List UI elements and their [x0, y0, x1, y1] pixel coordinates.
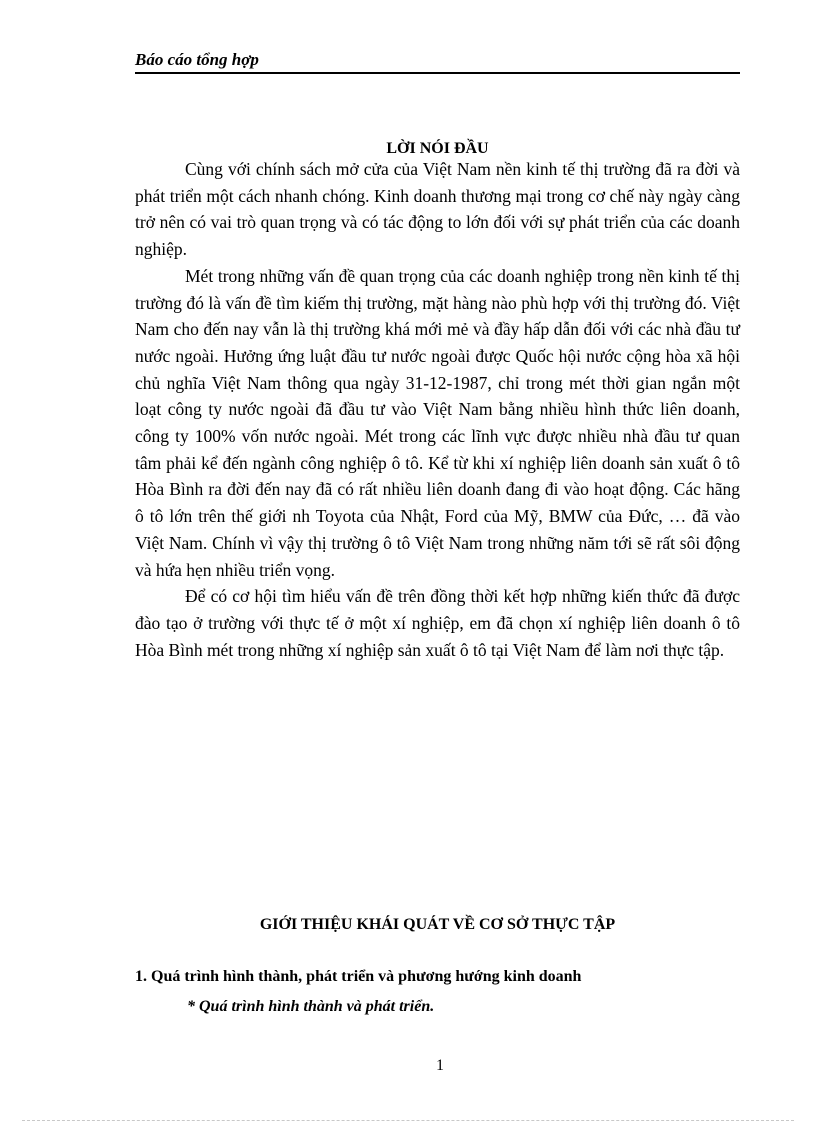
subsubsection-title: * Quá trình hình thành và phát triển.: [187, 998, 435, 1015]
page-number: 1: [436, 1057, 444, 1074]
page-boundary-divider: [22, 1120, 794, 1121]
paragraph-3: Để có cơ hội tìm hiểu vấn đề trên đồng thời kết hợp những kiến thức đã được đào tạo ở trường với thực tế ở một xí nghiệp, em đã chọn xí nghiệp liên doanh ô tô Hòa Bình mét trong những xí nghiệp sản xuất ô tô tại Việt Nam để làm nơi thực tập.: [135, 586, 740, 660]
paragraph-1: Cùng với chính sách mở cửa của Việt Nam nền kinh tế thị trường đã ra đời và phát triển một cách nhanh chóng. Kinh doanh thương mại trong cơ chế này ngày càng trở nên có vai trò quan trọng và có tác động to lớn đối với sự phát triển của các doanh nghiệp.: [135, 159, 740, 260]
page-header: [135, 50, 740, 74]
subsection-title: 1. Quá trình hình thành, phát triển và phương hướng kinh doanh: [135, 968, 582, 985]
paragraph-2: Mét trong những vấn đề quan trọng của các doanh nghiệp trong nền kinh tế thị trường đó là vấn đề tìm kiếm thị trường, mặt hàng nào phù hợp với thị trường đó. Việt Nam cho đến nay vẫn là thị trường khá mới mẻ và đầy hấp dẫn đối với các nhà đầu tư nước ngoài. Hưởng ứng luật đầu tư nước ngoài được Quốc hội nước cộng hòa xã hội chủ nghĩa Việt Nam thông qua ngày 31-12-1987, chỉ trong mét thời gian ngắn một loạt công ty nước ngoài đã đầu tư vào Việt Nam bằng nhiều hình thức liên doanh, công ty 100% vốn nước ngoài. Mét trong các lĩnh vực được nhiều nhà đầu tư quan tâm phải kể đến ngành công nghiệp ô tô. Kể từ khi xí nghiệp liên doanh sản xuất ô tô Hòa Bình ra đời đến nay đã có rất nhiều liên doanh đang đi vào hoạt động. Các hãng ô tô lớn trên thế giới nh Toyota của Nhật, Ford của Mỹ, BMW của Đức, … đã vào Việt Nam. Chính vì vậy thị trường ô tô Việt Nam trong những năm tới sẽ rất sôi động và hứa hẹn nhiều triển vọng.: [135, 265, 740, 580]
header-title: Báo cáo tổng hợp: [135, 50, 259, 69]
preface-body: [135, 156, 740, 663]
preface-title: LỜI NÓI ĐẦU: [386, 140, 489, 157]
section-title: GIỚI THIỆU KHÁI QUÁT VỀ CƠ SỞ THỰC TẬP: [259, 916, 616, 933]
